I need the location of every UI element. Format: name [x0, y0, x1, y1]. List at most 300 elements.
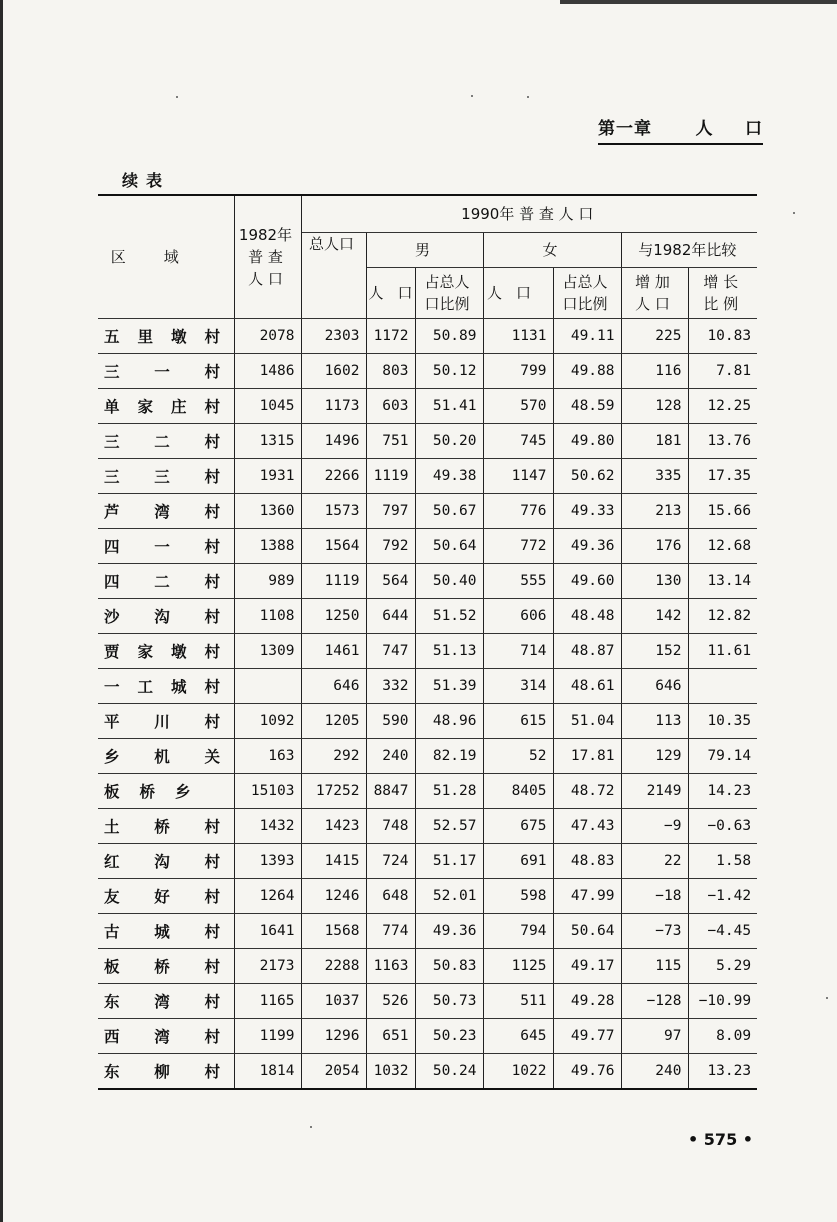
region-cell	[98, 389, 234, 424]
female-ratio-cell: 49.60	[553, 564, 621, 599]
table-row	[98, 844, 757, 879]
male-population-cell: 1032	[366, 1054, 415, 1089]
total-population-cell: 1173	[301, 389, 366, 424]
total-population-cell: 292	[301, 739, 366, 774]
increase-cell: 176	[621, 529, 688, 564]
region-char: 家	[137, 398, 153, 416]
region-char: 关	[204, 748, 220, 766]
region-char: 贾	[104, 643, 120, 661]
region-char: 墩	[170, 328, 187, 346]
scan-speck	[176, 96, 178, 98]
male-ratio-line1: 占总人	[424, 273, 470, 291]
female-population-cell: 314	[483, 669, 553, 704]
scan-speck	[471, 95, 473, 97]
male-population-cell: 590	[366, 704, 415, 739]
region-name	[104, 430, 220, 452]
growth-ratio-header	[688, 268, 757, 319]
total-population-cell: 2288	[301, 949, 366, 984]
female-ratio-cell: 48.61	[553, 669, 621, 704]
page-number: • 575 •	[688, 1130, 753, 1149]
male-ratio-cell: 50.89	[415, 319, 483, 354]
male-ratio-line2: 口比例	[424, 295, 470, 313]
growth-rate-cell: 12.82	[688, 599, 757, 634]
region-cell	[98, 914, 234, 949]
total-population-cell: 1250	[301, 599, 366, 634]
region-char: 村	[204, 643, 220, 661]
region-name	[104, 990, 220, 1012]
table-row	[98, 1019, 757, 1054]
region-char: 村	[204, 538, 220, 556]
growth-rate-cell: 79.14	[688, 739, 757, 774]
region-cell	[98, 739, 234, 774]
region-name	[104, 1060, 220, 1082]
total-population-cell: 2303	[301, 319, 366, 354]
female-population-cell: 598	[483, 879, 553, 914]
region-cell	[98, 774, 234, 809]
table-body	[98, 319, 757, 1089]
female-population-cell: 1022	[483, 1054, 553, 1089]
region-char: 东	[104, 1062, 120, 1081]
region-name	[104, 710, 220, 732]
region-cell	[98, 424, 234, 459]
region-name	[104, 325, 220, 347]
male-ratio-cell: 50.67	[415, 494, 483, 529]
region-char: 四	[104, 573, 120, 591]
region-char: 古	[104, 923, 120, 941]
region-char: 三	[104, 468, 120, 486]
male-ratio-cell: 51.17	[415, 844, 483, 879]
growth-line1: 增 长	[703, 273, 739, 291]
growth-line2: 比 例	[703, 295, 739, 313]
increase-cell: 129	[621, 739, 688, 774]
region-name	[104, 955, 220, 977]
total-population-header: 总人口	[301, 233, 366, 319]
growth-rate-cell: 15.66	[688, 494, 757, 529]
female-population-cell: 772	[483, 529, 553, 564]
region-name	[104, 1025, 220, 1047]
region-char: 墩	[170, 643, 187, 661]
female-ratio-cell: 49.33	[553, 494, 621, 529]
female-ratio-cell: 17.81	[553, 739, 621, 774]
census-1982-cell: 1309	[234, 634, 301, 669]
female-ratio-cell: 49.77	[553, 1019, 621, 1054]
scan-speck	[527, 96, 529, 98]
region-char: 村	[204, 328, 220, 346]
increase-cell: 97	[621, 1019, 688, 1054]
table-row	[98, 949, 757, 984]
census-1982-cell: 1814	[234, 1054, 301, 1089]
region-char: 一	[154, 538, 170, 556]
total-population-cell: 17252	[301, 774, 366, 809]
growth-rate-cell: 10.83	[688, 319, 757, 354]
growth-rate-cell: 14.23	[688, 774, 757, 809]
male-ratio-cell: 51.52	[415, 599, 483, 634]
increase-cell: 225	[621, 319, 688, 354]
region-name	[104, 640, 220, 662]
male-ratio-cell: 52.57	[415, 809, 483, 844]
chapter-title-char-1: 人	[695, 119, 714, 139]
male-ratio-header	[415, 268, 483, 319]
growth-rate-cell: −1.42	[688, 879, 757, 914]
male-ratio-cell: 51.13	[415, 634, 483, 669]
increase-cell: 181	[621, 424, 688, 459]
male-population-header: 人口	[366, 268, 415, 319]
region-char: 西	[104, 1028, 120, 1046]
increase-cell: 22	[621, 844, 688, 879]
growth-rate-cell: −0.63	[688, 809, 757, 844]
region-char: 平	[104, 713, 120, 731]
region-cell	[98, 529, 234, 564]
census-1982-line3: 人 口	[248, 270, 283, 288]
growth-rate-cell: 10.35	[688, 704, 757, 739]
census-1982-cell: 2173	[234, 949, 301, 984]
region-char: 村	[204, 398, 220, 416]
region-char: 村	[204, 468, 220, 486]
region-cell	[98, 879, 234, 914]
female-ratio-line2: 口比例	[562, 295, 608, 313]
census-1982-cell: 1315	[234, 424, 301, 459]
total-population-cell: 1602	[301, 354, 366, 389]
total-population-cell: 2054	[301, 1054, 366, 1089]
scan-speck	[310, 1126, 312, 1128]
census-1982-cell: 1931	[234, 459, 301, 494]
census-1982-cell: 1432	[234, 809, 301, 844]
population-table	[98, 194, 757, 1090]
female-ratio-cell: 50.64	[553, 914, 621, 949]
female-ratio-line1: 占总人	[562, 273, 608, 291]
table-row	[98, 459, 757, 494]
increase-cell: 113	[621, 704, 688, 739]
region-char: 乡	[104, 748, 120, 766]
female-population-cell: 776	[483, 494, 553, 529]
region-char: 一	[104, 678, 120, 696]
male-ratio-cell: 52.01	[415, 879, 483, 914]
growth-rate-cell	[688, 669, 757, 704]
growth-rate-cell: 8.09	[688, 1019, 757, 1054]
female-ratio-cell: 49.11	[553, 319, 621, 354]
increase-line2: 人 口	[635, 295, 670, 313]
region-char: 湾	[154, 1028, 170, 1046]
female-population-cell: 606	[483, 599, 553, 634]
growth-rate-cell: 7.81	[688, 354, 757, 389]
census-1982-cell: 15103	[234, 774, 301, 809]
table-row	[98, 914, 757, 949]
male-population-cell: 747	[366, 634, 415, 669]
female-ratio-cell: 51.04	[553, 704, 621, 739]
table-row	[98, 879, 757, 914]
total-population-cell: 1496	[301, 424, 366, 459]
increase-cell: 115	[621, 949, 688, 984]
increase-cell: 646	[621, 669, 688, 704]
male-population-cell: 651	[366, 1019, 415, 1054]
region-char: 城	[170, 678, 187, 696]
region-name	[104, 780, 220, 802]
census-1982-cell: 2078	[234, 319, 301, 354]
region-name	[104, 500, 220, 522]
increase-cell: 335	[621, 459, 688, 494]
region-char: 三	[154, 468, 170, 486]
region-header: 区域	[98, 195, 234, 319]
region-char: 板	[104, 958, 120, 976]
increase-cell: 142	[621, 599, 688, 634]
female-ratio-cell: 48.48	[553, 599, 621, 634]
growth-rate-cell: 1.58	[688, 844, 757, 879]
region-name	[104, 360, 220, 382]
continued-table-label: 续表	[122, 171, 171, 190]
census-1982-cell: 1388	[234, 529, 301, 564]
total-population-cell: 1119	[301, 564, 366, 599]
region-cell	[98, 949, 234, 984]
growth-rate-cell: 17.35	[688, 459, 757, 494]
region-name	[104, 885, 220, 907]
total-population-cell: 1573	[301, 494, 366, 529]
table-row	[98, 564, 757, 599]
region-char: 机	[154, 748, 170, 766]
male-population-cell: 748	[366, 809, 415, 844]
growth-rate-cell: 13.14	[688, 564, 757, 599]
female-population-cell: 794	[483, 914, 553, 949]
census-1982-line1: 1982年	[238, 226, 293, 244]
increase-cell: −18	[621, 879, 688, 914]
male-population-cell: 774	[366, 914, 415, 949]
census-1982-header	[234, 195, 301, 319]
region-char: 柳	[154, 1062, 170, 1081]
increase-cell: 213	[621, 494, 688, 529]
increase-line1: 增 加	[635, 273, 670, 291]
female-ratio-cell: 49.28	[553, 984, 621, 1019]
region-name	[104, 570, 220, 592]
region-cell	[98, 844, 234, 879]
table-row	[98, 529, 757, 564]
table-row	[98, 704, 757, 739]
region-char: 工	[137, 678, 153, 696]
female-ratio-cell: 49.76	[553, 1054, 621, 1089]
female-population-cell: 615	[483, 704, 553, 739]
census-1982-cell	[234, 669, 301, 704]
increase-cell: 2149	[621, 774, 688, 809]
total-population-cell: 2266	[301, 459, 366, 494]
table-row	[98, 739, 757, 774]
scan-speck	[793, 212, 795, 214]
region-cell	[98, 1019, 234, 1054]
male-ratio-cell: 50.12	[415, 354, 483, 389]
region-name	[104, 465, 220, 487]
region-char: 桥	[139, 783, 156, 801]
region-cell	[98, 634, 234, 669]
table-row	[98, 494, 757, 529]
male-ratio-cell: 49.36	[415, 914, 483, 949]
region-char: 村	[204, 678, 220, 696]
region-char: 土	[104, 818, 120, 836]
increase-population-header	[621, 268, 688, 319]
growth-rate-cell: 11.61	[688, 634, 757, 669]
region-char: 乡	[175, 783, 191, 801]
female-population-cell: 1125	[483, 949, 553, 984]
census-1990-header: 1990年 普 查 人 口	[301, 195, 757, 233]
chapter-title-char-2: 口	[745, 119, 763, 139]
male-ratio-cell: 50.64	[415, 529, 483, 564]
region-char: 沟	[154, 608, 170, 626]
region-cell	[98, 494, 234, 529]
region-char: 好	[154, 888, 170, 906]
region-cell	[98, 984, 234, 1019]
region-char: 二	[154, 433, 170, 451]
male-population-cell: 792	[366, 529, 415, 564]
chapter-number: 第一章	[598, 119, 652, 139]
region-cell	[98, 704, 234, 739]
region-name	[104, 850, 220, 872]
table-row	[98, 809, 757, 844]
table-row	[98, 599, 757, 634]
male-population-cell: 332	[366, 669, 415, 704]
growth-rate-cell: −10.99	[688, 984, 757, 1019]
female-ratio-cell: 48.59	[553, 389, 621, 424]
female-ratio-cell: 48.72	[553, 774, 621, 809]
region-char: 桥	[154, 958, 170, 976]
growth-rate-cell: −4.45	[688, 914, 757, 949]
region-cell	[98, 354, 234, 389]
census-1982-cell: 1108	[234, 599, 301, 634]
region-char: 庄	[170, 398, 187, 416]
region-char: 二	[154, 573, 170, 591]
male-population-cell: 8847	[366, 774, 415, 809]
region-char: 村	[204, 713, 220, 731]
total-population-cell: 1037	[301, 984, 366, 1019]
total-population-cell: 1564	[301, 529, 366, 564]
census-1982-line2: 普 查	[248, 248, 283, 266]
increase-cell: 116	[621, 354, 688, 389]
male-ratio-cell: 50.40	[415, 564, 483, 599]
female-population-header: 人口	[483, 268, 553, 319]
region-cell	[98, 809, 234, 844]
female-population-cell: 714	[483, 634, 553, 669]
region-char: 里	[137, 328, 153, 346]
region-char: 友	[104, 888, 120, 906]
census-1982-cell: 1165	[234, 984, 301, 1019]
census-1982-cell: 1393	[234, 844, 301, 879]
female-ratio-cell: 49.88	[553, 354, 621, 389]
region-char: 城	[154, 923, 170, 941]
table-row	[98, 774, 757, 809]
region-char: 村	[204, 608, 220, 626]
table-row	[98, 669, 757, 704]
region-cell	[98, 459, 234, 494]
chapter-header	[598, 114, 763, 145]
region-char: 川	[154, 713, 170, 731]
region-char: 村	[204, 958, 220, 976]
region-char: 家	[137, 643, 153, 661]
region-cell	[98, 564, 234, 599]
male-population-cell: 526	[366, 984, 415, 1019]
male-ratio-cell: 50.83	[415, 949, 483, 984]
total-population-cell: 1423	[301, 809, 366, 844]
male-population-cell: 644	[366, 599, 415, 634]
total-population-cell: 1205	[301, 704, 366, 739]
female-ratio-cell: 49.17	[553, 949, 621, 984]
region-name	[104, 395, 220, 417]
male-population-cell: 603	[366, 389, 415, 424]
female-population-cell: 8405	[483, 774, 553, 809]
male-ratio-cell: 51.41	[415, 389, 483, 424]
census-1982-cell: 1045	[234, 389, 301, 424]
region-name	[104, 920, 220, 942]
region-cell	[98, 599, 234, 634]
female-population-cell: 745	[483, 424, 553, 459]
female-ratio-cell: 47.99	[553, 879, 621, 914]
region-name	[104, 745, 220, 767]
table-row	[98, 1054, 757, 1089]
region-char: 红	[104, 853, 120, 871]
region-char: 三	[104, 363, 120, 381]
total-population-cell: 1246	[301, 879, 366, 914]
region-char: 村	[204, 853, 220, 871]
region-cell	[98, 1054, 234, 1089]
female-population-cell: 1147	[483, 459, 553, 494]
male-ratio-cell: 49.38	[415, 459, 483, 494]
table-row	[98, 424, 757, 459]
census-1982-cell: 1360	[234, 494, 301, 529]
table-row	[98, 319, 757, 354]
female-ratio-cell: 49.36	[553, 529, 621, 564]
table-row	[98, 354, 757, 389]
table-row	[98, 389, 757, 424]
male-ratio-cell: 50.20	[415, 424, 483, 459]
male-population-cell: 803	[366, 354, 415, 389]
region-cell	[98, 319, 234, 354]
increase-cell: −73	[621, 914, 688, 949]
female-ratio-cell: 50.62	[553, 459, 621, 494]
region-char: 桥	[154, 818, 170, 836]
region-char: 村	[204, 993, 220, 1011]
region-char: 湾	[154, 993, 170, 1011]
male-ratio-cell: 48.96	[415, 704, 483, 739]
scan-top-edge	[560, 0, 837, 4]
increase-cell: 152	[621, 634, 688, 669]
increase-cell: 240	[621, 1054, 688, 1089]
region-char: 村	[204, 363, 220, 381]
female-header: 女	[483, 233, 621, 268]
male-population-cell: 1119	[366, 459, 415, 494]
region-char: 沙	[104, 608, 120, 626]
increase-cell: −9	[621, 809, 688, 844]
increase-cell: 128	[621, 389, 688, 424]
male-ratio-cell: 50.23	[415, 1019, 483, 1054]
male-population-cell: 1172	[366, 319, 415, 354]
region-char: 东	[104, 993, 120, 1011]
male-ratio-cell: 50.73	[415, 984, 483, 1019]
female-ratio-cell: 47.43	[553, 809, 621, 844]
growth-rate-cell: 12.68	[688, 529, 757, 564]
region-name	[104, 535, 220, 557]
region-char: 芦	[104, 503, 120, 521]
female-population-cell: 691	[483, 844, 553, 879]
region-char: 村	[204, 433, 220, 451]
female-ratio-cell: 48.87	[553, 634, 621, 669]
table-row	[98, 634, 757, 669]
female-population-cell: 799	[483, 354, 553, 389]
male-ratio-cell: 50.24	[415, 1054, 483, 1089]
growth-rate-cell: 13.23	[688, 1054, 757, 1089]
male-ratio-cell: 51.28	[415, 774, 483, 809]
female-population-cell: 511	[483, 984, 553, 1019]
region-char: 村	[204, 573, 220, 591]
region-char: 村	[204, 923, 220, 941]
region-char: 单	[104, 398, 120, 416]
total-population-cell: 1415	[301, 844, 366, 879]
female-population-cell: 1131	[483, 319, 553, 354]
male-header: 男	[366, 233, 483, 268]
region-name	[104, 675, 220, 697]
